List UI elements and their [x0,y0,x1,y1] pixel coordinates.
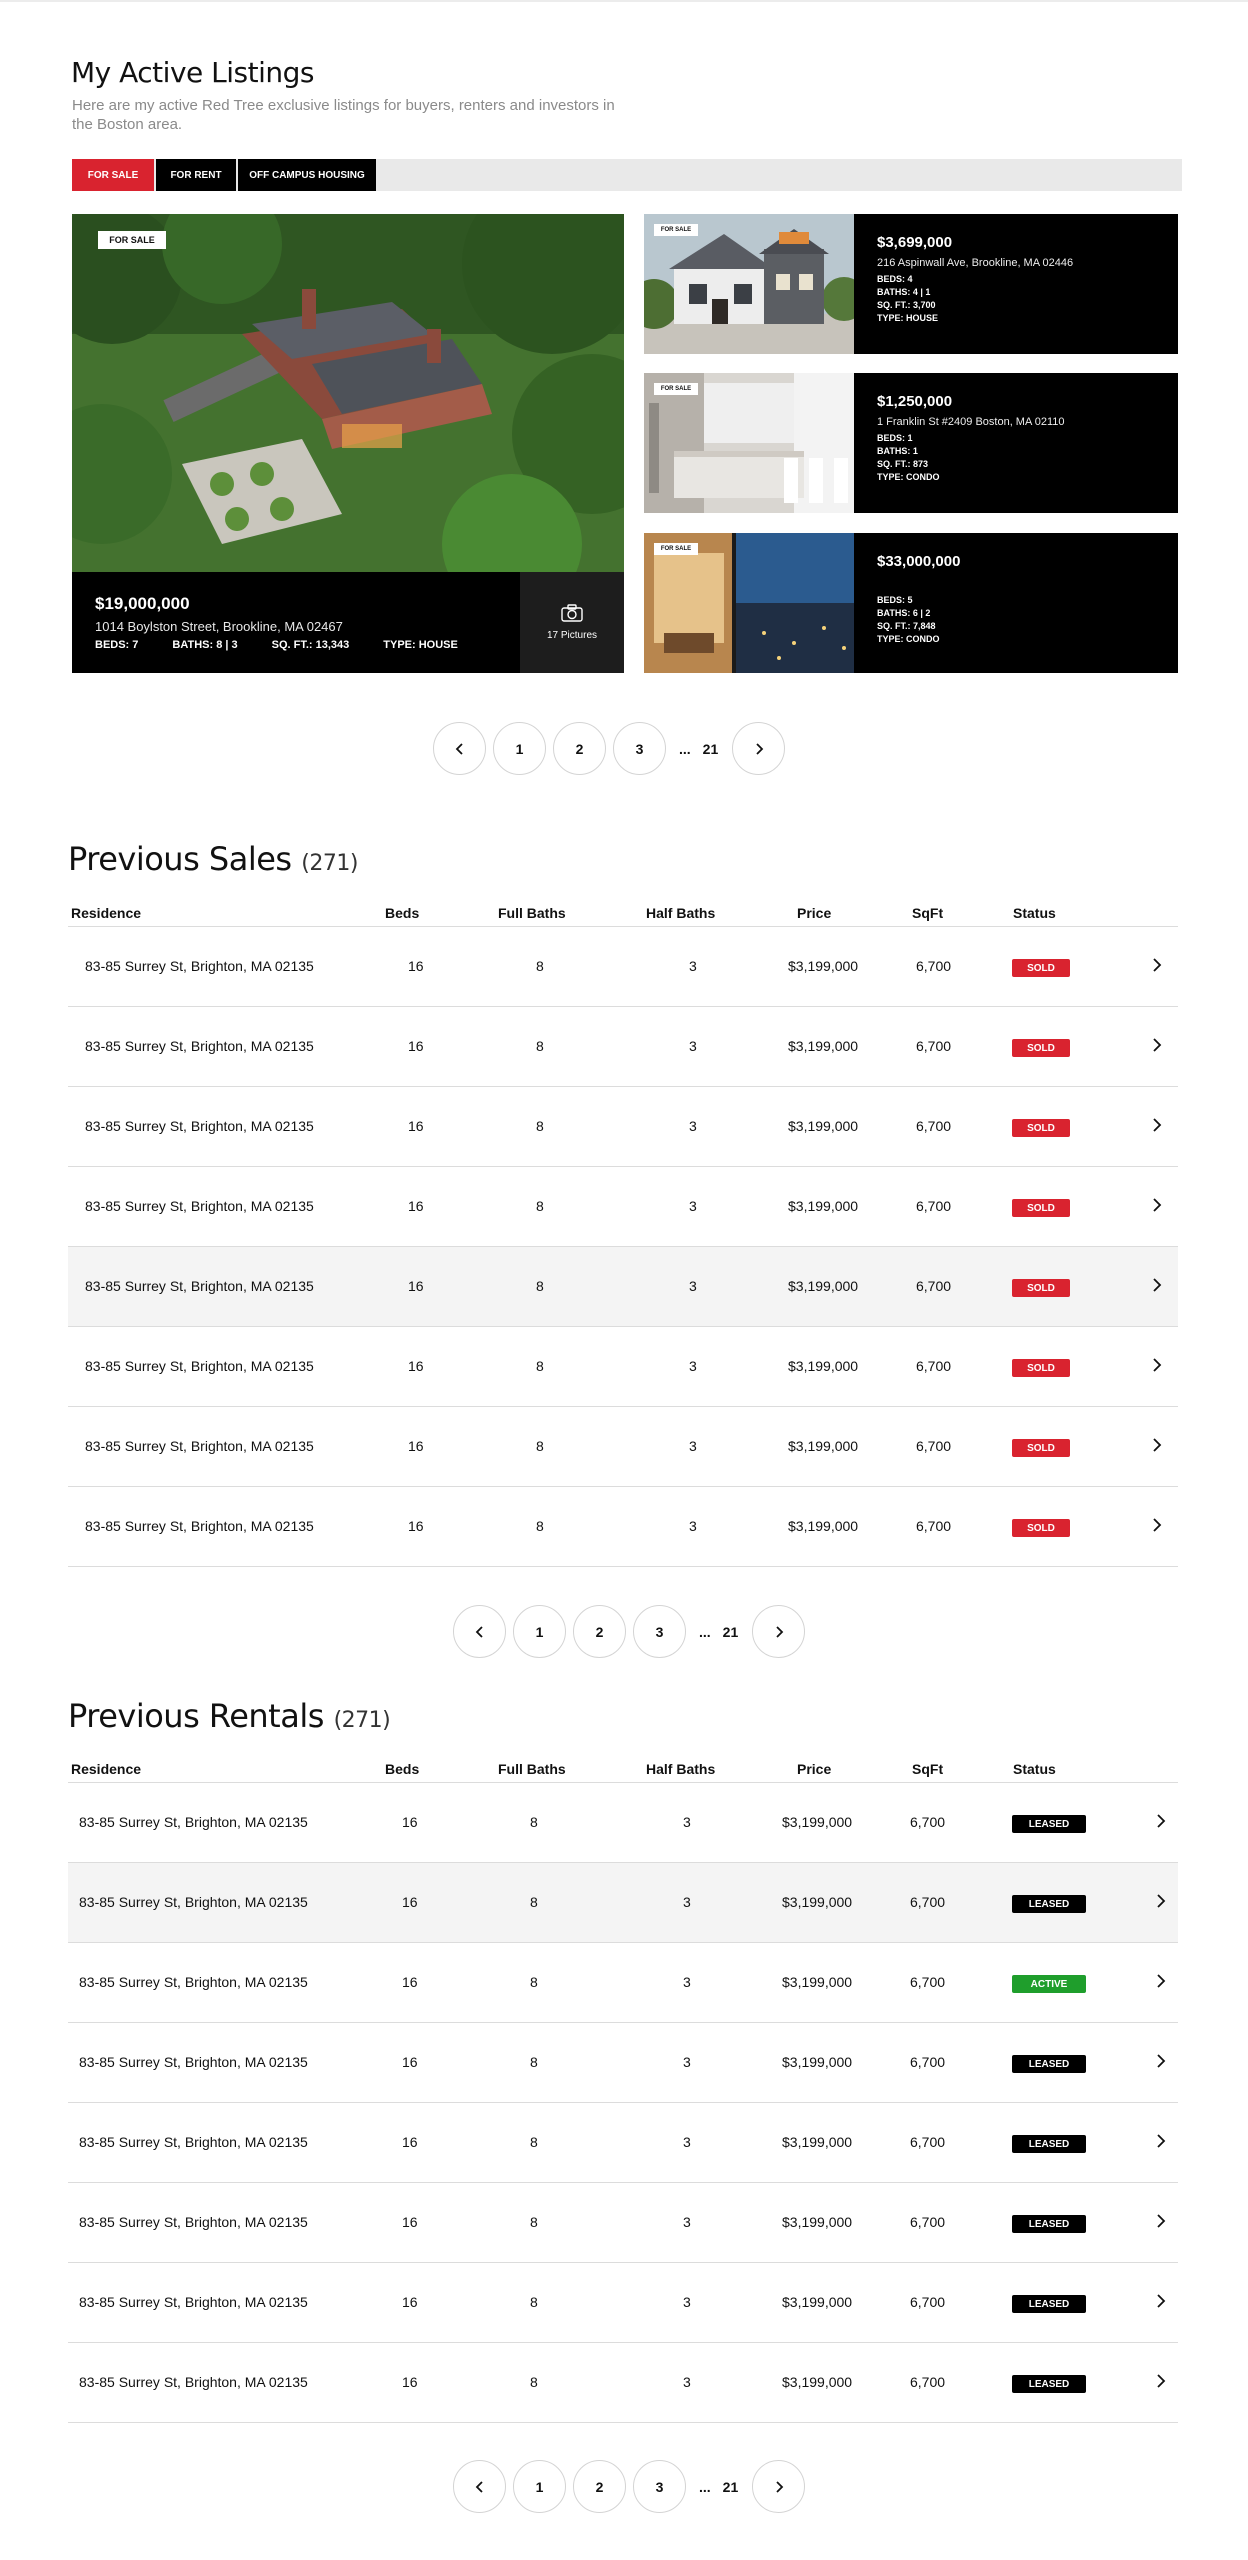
cell-sqft: 6,700 [916,1278,952,1294]
cell-full-baths: 8 [536,1118,544,1134]
cell-full-baths: 8 [536,1518,544,1534]
cell-beds: 16 [408,1438,424,1454]
cell-half-baths: 3 [689,1358,697,1374]
camera-icon [561,604,583,622]
cell-residence: 83-85 Surrey St, Brighton, MA 02135 [85,1118,314,1134]
col-price: Price [797,1761,832,1777]
table-row[interactable] [68,2343,1178,2423]
cell-full-baths: 8 [536,958,544,974]
chevron-right-icon[interactable] [1151,1277,1163,1296]
previous-rentals-count: (271) [333,1708,391,1733]
table-header [68,1761,1178,1783]
listing-price: $33,000,000 [877,553,961,570]
table-row[interactable] [68,1087,1178,1167]
featured-listing-card[interactable] [72,214,624,673]
pictures-button[interactable] [520,572,624,673]
featured-type: TYPE: HOUSE [383,639,458,651]
cell-price: $3,199,000 [788,1438,859,1454]
cell-beds: 16 [408,958,424,974]
status-badge: ACTIVE [1012,1975,1086,1993]
cell-beds: 16 [402,1814,418,1830]
status-badge: SOLD [1012,1119,1070,1137]
chevron-right-icon[interactable] [1155,1813,1167,1832]
cell-sqft: 6,700 [910,2374,946,2390]
cell-half-baths: 3 [689,1118,697,1134]
next-page-button[interactable] [752,1605,805,1658]
cell-residence: 83-85 Surrey St, Brighton, MA 02135 [79,1894,308,1910]
table-row[interactable] [68,2023,1178,2103]
cell-residence: 83-85 Surrey St, Brighton, MA 02135 [79,2214,308,2230]
previous-rentals-rows [68,1783,1178,2423]
cell-residence: 83-85 Surrey St, Brighton, MA 02135 [85,1038,314,1054]
col-half-baths: Half Baths [646,1761,716,1777]
cell-residence: 83-85 Surrey St, Brighton, MA 02135 [85,1518,314,1534]
chevron-right-icon[interactable] [1151,1517,1163,1536]
cell-half-baths: 3 [689,958,697,974]
cell-residence: 83-85 Surrey St, Brighton, MA 02135 [85,1278,314,1294]
status-badge: LEASED [1012,2055,1086,2073]
cell-price: $3,199,000 [782,2054,853,2070]
cell-residence: 83-85 Surrey St, Brighton, MA 02135 [85,1198,314,1214]
cell-beds: 16 [408,1038,424,1054]
ellipsis: ... [679,740,691,757]
cell-sqft: 6,700 [916,1118,952,1134]
cell-full-baths: 8 [530,2054,538,2070]
cell-sqft: 6,700 [910,2294,946,2310]
listing-type: TYPE: CONDO [877,634,940,644]
cell-residence: 83-85 Surrey St, Brighton, MA 02135 [85,1438,314,1454]
listing-card-details [877,234,1073,325]
cell-beds: 16 [402,1894,418,1910]
cell-price: $3,199,000 [782,2134,853,2150]
listing-card-details [877,393,1065,484]
table-row[interactable] [68,1167,1178,1247]
cell-sqft: 6,700 [910,1814,946,1830]
cell-price: $3,199,000 [782,2294,853,2310]
last-page-link[interactable]: 21 [702,740,719,757]
listing-thumbnail [644,373,854,513]
previous-rentals-title [68,1697,390,1735]
cell-beds: 16 [402,2374,418,2390]
tab-for-sale[interactable]: FOR SALE [72,159,154,191]
listing-address: 216 Aspinwall Ave, Brookline, MA 02446 [877,257,1074,269]
table-header [68,905,1178,927]
table-row[interactable] [68,1863,1178,1943]
page-3-button[interactable]: 3 [613,722,666,775]
previous-sales-table [68,905,1178,1567]
chevron-right-icon[interactable] [1155,1973,1167,1992]
col-sqft: SqFt [912,905,944,921]
table-row[interactable] [68,1783,1178,1863]
cell-sqft: 6,700 [916,958,952,974]
listing-thumbnail [644,533,854,673]
cell-half-baths: 3 [689,1198,697,1214]
cell-full-baths: 8 [530,1894,538,1910]
cell-half-baths: 3 [689,1518,697,1534]
table-row[interactable] [68,1943,1178,2023]
table-row[interactable] [68,2103,1178,2183]
tab-for-rent[interactable]: FOR RENT [156,159,236,191]
status-badge: SOLD [1012,1519,1070,1537]
next-page-button[interactable] [732,722,785,775]
chevron-right-icon[interactable] [1151,1197,1163,1216]
cell-half-baths: 3 [683,2374,691,2390]
cell-half-baths: 3 [689,1438,697,1454]
cell-residence: 83-85 Surrey St, Brighton, MA 02135 [85,958,314,974]
status-badge: LEASED [1012,2295,1086,2313]
cell-sqft: 6,700 [916,1038,952,1054]
col-beds: Beds [385,905,420,921]
cell-price: $3,199,000 [788,1518,859,1534]
col-beds: Beds [385,1761,420,1777]
listing-thumbnail [644,214,854,354]
cell-sqft: 6,700 [910,2054,946,2070]
cell-price: $3,199,000 [782,1974,853,1990]
previous-sales-label: Previous Sales [68,840,292,878]
chevron-right-icon[interactable] [1155,2373,1167,2392]
ellipsis: ... [699,1623,711,1640]
cell-beds: 16 [402,2054,418,2070]
col-status: Status [1013,905,1056,921]
cell-half-baths: 3 [683,1974,691,1990]
status-badge: LEASED [1012,1815,1086,1833]
chevron-right-icon [773,2480,785,2494]
cell-sqft: 6,700 [916,1518,952,1534]
sale-badge: FOR SALE [654,543,698,555]
pagination-ellipsis [679,741,718,757]
cell-sqft: 6,700 [910,1894,946,1910]
cell-half-baths: 3 [683,2214,691,2230]
cell-half-baths: 3 [683,1814,691,1830]
chevron-left-icon [454,742,466,756]
table-row[interactable] [68,1327,1178,1407]
active-listings-title: My Active Listings [71,56,314,89]
chevron-right-icon[interactable] [1155,2133,1167,2152]
cell-residence: 83-85 Surrey St, Brighton, MA 02135 [85,1358,314,1374]
cell-full-baths: 8 [530,1814,538,1830]
chevron-left-icon [474,2480,486,2494]
status-badge: LEASED [1012,2135,1086,2153]
cell-price: $3,199,000 [788,958,859,974]
col-price: Price [797,905,832,921]
status-badge: LEASED [1012,1895,1086,1913]
listing-beds: BEDS: 1 [877,433,913,443]
cell-beds: 16 [408,1198,424,1214]
chevron-right-icon [753,742,765,756]
table-row[interactable] [68,2263,1178,2343]
pictures-count: 17 Pictures [546,630,598,641]
cell-beds: 16 [402,2134,418,2150]
cell-residence: 83-85 Surrey St, Brighton, MA 02135 [79,2134,308,2150]
cell-full-baths: 8 [530,2214,538,2230]
cell-sqft: 6,700 [910,2134,946,2150]
featured-specs [95,639,492,651]
cell-beds: 16 [408,1278,424,1294]
last-page-link[interactable]: 21 [722,1623,739,1640]
status-badge: LEASED [1012,2375,1086,2393]
table-row[interactable] [68,927,1178,1007]
prev-page-button[interactable] [453,2460,506,2513]
cell-half-baths: 3 [689,1038,697,1054]
page-2-button[interactable]: 2 [573,2460,626,2513]
table-row[interactable] [68,2183,1178,2263]
active-listings-subtitle: Here are my active Red Tree exclusive listings for buyers, renters and investors in the Boston area. [72,97,615,133]
cell-price: $3,199,000 [782,2374,853,2390]
cell-full-baths: 8 [530,2134,538,2150]
chevron-left-icon [474,1625,486,1639]
featured-sale-badge: FOR SALE [98,231,166,249]
prev-page-button[interactable] [453,1605,506,1658]
col-sqft: SqFt [912,1761,944,1777]
cell-half-baths: 3 [683,2054,691,2070]
active-listings-pagination [433,722,792,775]
tab-off-campus-housing[interactable]: OFF CAMPUS HOUSING [238,159,376,191]
col-residence: Residence [71,905,142,921]
chevron-right-icon[interactable] [1151,1037,1163,1056]
table-row[interactable] [68,1407,1178,1487]
cell-half-baths: 3 [683,2294,691,2310]
listing-baths: BATHS: 1 [877,446,918,456]
pagination-ellipsis [699,2479,738,2495]
featured-sqft: SQ. FT.: 13,343 [271,639,350,651]
featured-listing-info [72,572,520,673]
cell-price: $3,199,000 [788,1118,859,1134]
chevron-right-icon[interactable] [1155,2293,1167,2312]
listing-address [877,576,960,590]
pagination-ellipsis [699,1624,738,1640]
listing-card[interactable] [644,373,1178,513]
cell-beds: 16 [408,1118,424,1134]
listing-baths: BATHS: 4 | 1 [877,287,931,297]
cell-full-baths: 8 [536,1198,544,1214]
next-page-button[interactable] [752,2460,805,2513]
cell-full-baths: 8 [530,2374,538,2390]
sale-badge: FOR SALE [654,383,698,395]
page-1-button[interactable]: 1 [493,722,546,775]
page-2-button[interactable]: 2 [573,1605,626,1658]
previous-sales-rows [68,927,1178,1567]
cell-residence: 83-85 Surrey St, Brighton, MA 02135 [79,1974,308,1990]
page-1-button[interactable]: 1 [513,1605,566,1658]
featured-listing-photo[interactable] [72,214,624,572]
cell-residence: 83-85 Surrey St, Brighton, MA 02135 [79,2374,308,2390]
cell-full-baths: 8 [536,1358,544,1374]
cell-price: $3,199,000 [782,2214,853,2230]
cell-full-baths: 8 [536,1278,544,1294]
previous-rentals-table [68,1761,1178,2423]
sale-badge: FOR SALE [654,224,698,236]
cell-full-baths: 8 [536,1038,544,1054]
cell-price: $3,199,000 [788,1038,859,1054]
col-half-baths: Half Baths [646,905,716,921]
cell-full-baths: 8 [530,2294,538,2310]
mansion-aerial-image [72,214,624,572]
cell-price: $3,199,000 [788,1358,859,1374]
listing-price: $3,699,000 [877,234,953,251]
cell-full-baths: 8 [536,1438,544,1454]
chevron-right-icon[interactable] [1151,1357,1163,1376]
cell-beds: 16 [402,2214,418,2230]
ellipsis: ... [699,2478,711,2495]
featured-price: $19,000,000 [95,594,190,613]
page-3-button[interactable]: 3 [633,2460,686,2513]
table-row[interactable] [68,1007,1178,1087]
cell-full-baths: 8 [530,1974,538,1990]
table-row[interactable] [68,1487,1178,1567]
status-badge: SOLD [1012,1439,1070,1457]
listing-sqft: SQ. FT.: 3,700 [877,300,936,310]
page-2-button[interactable]: 2 [553,722,606,775]
listing-beds: BEDS: 5 [877,595,913,605]
cell-price: $3,199,000 [788,1278,859,1294]
cell-price: $3,199,000 [782,1894,853,1910]
listing-card[interactable] [644,533,1178,673]
status-badge: SOLD [1012,1199,1070,1217]
table-row[interactable] [68,1247,1178,1327]
last-page-link[interactable]: 21 [722,2478,739,2495]
previous-sales-pagination [453,1605,812,1658]
listing-card[interactable] [644,214,1178,354]
chevron-right-icon[interactable] [1151,1117,1163,1136]
status-badge: SOLD [1012,1279,1070,1297]
listing-sqft: SQ. FT.: 873 [877,459,929,469]
previous-rentals-pagination [453,2460,812,2513]
cell-sqft: 6,700 [910,2214,946,2230]
cell-sqft: 6,700 [916,1198,952,1214]
cell-sqft: 6,700 [916,1438,952,1454]
chevron-right-icon[interactable] [1155,1893,1167,1912]
featured-address: 1014 Boylston Street, Brookline, MA 02467 [95,619,343,634]
status-badge: LEASED [1012,2215,1086,2233]
listing-type: TYPE: HOUSE [877,313,939,323]
page-3-button[interactable]: 3 [633,1605,686,1658]
cell-half-baths: 3 [689,1278,697,1294]
listing-card-details [877,553,960,646]
page-1-button[interactable]: 1 [513,2460,566,2513]
chevron-right-icon[interactable] [1151,957,1163,976]
status-badge: SOLD [1012,1359,1070,1377]
chevron-right-icon[interactable] [1155,2053,1167,2072]
cell-residence: 83-85 Surrey St, Brighton, MA 02135 [79,1814,308,1830]
cell-residence: 83-85 Surrey St, Brighton, MA 02135 [79,2294,308,2310]
listing-type: TYPE: CONDO [877,472,940,482]
chevron-right-icon [773,1625,785,1639]
chevron-right-icon[interactable] [1151,1437,1163,1456]
col-full-baths: Full Baths [498,1761,566,1777]
top-divider [0,0,1248,2]
cell-beds: 16 [408,1518,424,1534]
cell-beds: 16 [402,2294,418,2310]
status-badge: SOLD [1012,1039,1070,1057]
listing-price: $1,250,000 [877,393,953,410]
previous-sales-count: (271) [301,851,358,876]
cell-price: $3,199,000 [782,1814,853,1830]
featured-beds: BEDS: 7 [95,639,139,651]
cell-sqft: 6,700 [910,1974,946,1990]
listing-sqft: SQ. FT.: 7,848 [877,621,936,631]
cell-beds: 16 [408,1358,424,1374]
cell-residence: 83-85 Surrey St, Brighton, MA 02135 [79,2054,308,2070]
prev-page-button[interactable] [433,722,486,775]
cell-beds: 16 [402,1974,418,1990]
listing-tabs [72,159,1182,191]
listing-beds: BEDS: 4 [877,274,913,284]
listing-baths: BATHS: 6 | 2 [877,608,931,618]
cell-price: $3,199,000 [788,1198,859,1214]
featured-baths: BATHS: 8 | 3 [172,639,238,651]
chevron-right-icon[interactable] [1155,2213,1167,2232]
previous-sales-title [68,840,358,878]
previous-rentals-label: Previous Rentals [68,1697,324,1735]
cell-half-baths: 3 [683,2134,691,2150]
col-full-baths: Full Baths [498,905,566,921]
status-badge: SOLD [1012,959,1070,977]
col-status: Status [1013,1761,1056,1777]
cell-sqft: 6,700 [916,1358,952,1374]
col-residence: Residence [71,1761,142,1777]
cell-half-baths: 3 [683,1894,691,1910]
listing-address: 1 Franklin St #2409 Boston, MA 02110 [877,416,1065,428]
